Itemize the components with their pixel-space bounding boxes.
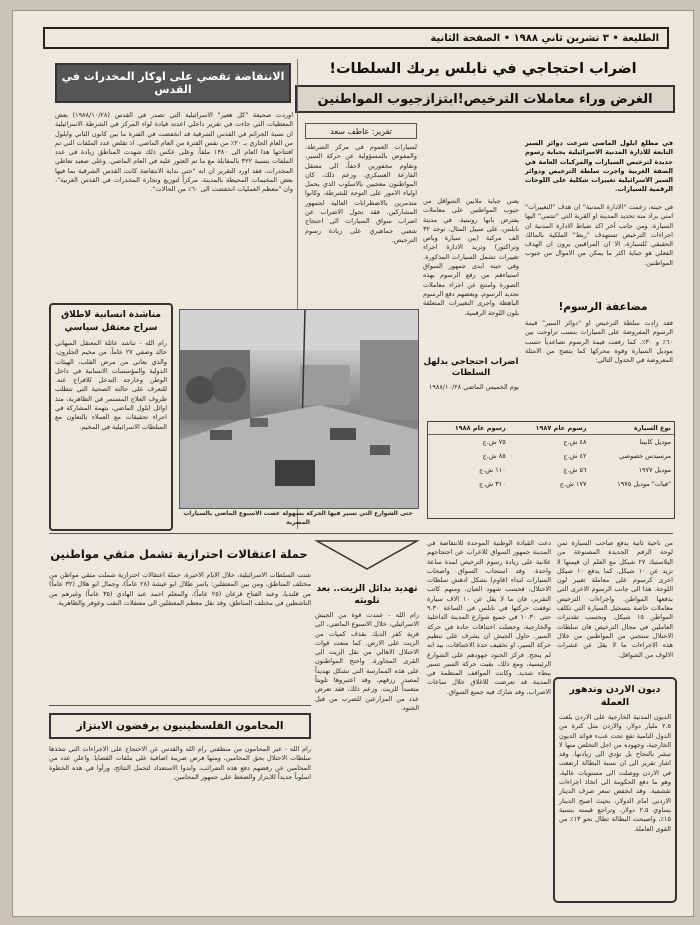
main-col-left: لسيارات العموم في مركز الشرطة، والمفوض بالمسؤولية عن حركة السير، وتقاوم مخفورين لاحقاً، الى معتقل الفارعة العسكري. وزعم ذلك، كان المواطنون معجبين بالاسلوب الذي يحمل اولياء الامور على التوجه للشرطة، وكانوا متذمرين بالاضطرابات العالية لجمهور المشاركين. فقد تحول الاضراب عن اضراب سواق السيارات الى احتجاج شعبي جماهيري على زيادة رسوم الترخيص. bbox=[305, 143, 417, 244]
intifada-title-box bbox=[55, 63, 291, 103]
mid-bottom-body: دعت القيادة الوطنية الموحدة للانتفاضة في المدينة جمهور السواق للاعراب عن احتجاجهم علانية على زيادة رسوم الترخيص لمدة ساعة واحدة. وقد استجاب السواق واصحاب السيارات لنداء (قاوم) بشكل ادهش سلطات الاحتلال، فحسب شهود العيان، ومنهم كاتب التقرير، فان ما لا يقل عن ١٠ الاف سيارة توقفت حركتها في نابلس في الساعة ٩.٣٠ حتى ١٠.٣٠ في جميع شوارع المدينة الداخلية والخارجية، وحصلت اختناقات حادة في حركة السير. حاول الجيش ان يشرف على تنظيم حركة السير، او تخفيف حدة الاختناقات، بيد انه لم ينجح. فركز الجنود جهودهم على الشوارع الرئيسية، ومع ذلك، بقيت حركة السير تسير ببطء شديد. وكانت المواقف المنظمة في المدينة قد تعرضت للاغلاق خلال ساعات الاضراب، وقد شارك فيه جميع السواق. bbox=[427, 539, 551, 696]
jordan-box bbox=[553, 677, 677, 903]
fees-table bbox=[428, 422, 674, 491]
solidarity-box bbox=[49, 303, 173, 531]
table-cell: موديل كابيتا bbox=[639, 438, 671, 446]
strike-box-title: اضراب احتجاجي بدلهل السلطات bbox=[423, 357, 519, 378]
jordan-title: ديون الاردن وتدهور العملة bbox=[569, 684, 661, 708]
table-cell: موديل ١٩٧٧ bbox=[638, 466, 671, 474]
intifada-body: اوردت صحيفة "كل هعير" الاسرائيلية التي تصدر في القدس (١٩٨٨/١٠/٢٨) بعض المعطيات التي جاءت في تقرير داخلي اعدته قيادة لواء المركز في الشرطة الاسرائيلية ان نسبة الجرائم في القدس الشرقية قد انخفضت في الفترة ما بين كانون الثاني وايلول من العام الجاري بـ ٢٠٪ من نفس الفترة من العام الماضي. اذ تقلص عدد الملفات التي تم افتتاحها هذا العام الى ١٣٨٠ ملفاً. وعلى عكس ذلك شهدت المناطق زيادة في عدد الملفات بنسبة ٣٢٢ بالمقابلة مع ما تم العثور عليه في العام الماضي. وعلى صعيد تعاطي المخدرات، فقد اورد التقرير ان انه "حتى بداية الانتفاضة كانت القدس الشرقية بما فيها بعض المخيمات المحيطة بالمدينة، مركزاً لتوزيع وتجارة المخدرات في القدس الغربية"، وان "معظم العمليات انخفضت الى ٦٠٪ من الحالات". bbox=[55, 111, 294, 194]
main-lead: في مطلع ايلول الماضي شرعت دوائر السير التابعة للادارة المدنية الاسرائيلية بجباية رسوم جديدة لترخيص السيارات والمركبات العامة في الضفة الغربية واجرت سلطة الترخيص ودوائر السير الاسرائيلية تغييرات شكلية على اللوحات الرقمية للسيارات. bbox=[525, 139, 673, 194]
lawyers-body: رام الله - عبر المحامون من منطقتي رام الله والقدس عن الاحتجاج على الاجراءات التي تتخذها سلطات الاحتلال بحق المحامين، ومنها فرض ضريبة اضافية على ملفات القضايا. واعلن عدد من المحامين عن رفضهم دفع هذه الضرائب، وابدوا الاستعداد لتحمل النتائج، ورأوا في هذه الخطوة اسلوباً جديداً للابتزاز والضغط على جمهور المحامين. bbox=[49, 745, 311, 781]
lawyers-title-box bbox=[49, 713, 311, 739]
table-cell: ٨٥ ش.ج bbox=[482, 452, 506, 460]
photo-caption: حتى الشوارع التي تسير فيها الحركة بسهولة غصت الاسبوع الماضي بالسيارات المصرية bbox=[183, 510, 413, 527]
masthead-text: الطليعة • ٣ تشرين ثاني ١٩٨٨ • الصفحة الثانية bbox=[430, 32, 659, 44]
table-header: رسوم عام ١٩٨٨ bbox=[428, 422, 509, 435]
main-banner: الغرض وراء معاملات الترخيص!ابتزازجيوب المواطنين bbox=[317, 91, 653, 107]
jordan-body: الديون المدنية الخارجية على الاردن بلغت ٢.٥ مليار دولار، والاردن مثل كثرة من الدول النامية تقع تحت عبء فوائد الديون الخارجية، وجهوده من اجل التخلص منها لا تبشر بالنجاح بل تؤدي الى زيادتها. وقد اشار تقرير الى ان نسبة البطالة ارتفعت في الاردن ووصلت الى مستويات عالية، وهو ما دفع الحكومة الى اتخاذ اجراءات تقشفية. وقد انخفض سعر صرف الدينار الاردني امام الدولار، بحيث اصبح الدينار يساوي ٢.٥ دولار، وتراجع قيمته بنسبة ١٥٪، واصبحت البطالة تطال نحو ١٣٪ من القوى العاملة. bbox=[559, 713, 671, 833]
solidarity-body: رام الله - تناشد عائلة المعتقل الميهاني خالد وصفي ٢٧ عاماً، من مخيم الجلزون، والذي يعاني من مرض القلب، الهيئات الدولية والمؤسسات الانسانية في داخل الوطن وخارجه التدخل للافراج عنه. للتعرف على حالته الصحية التي تتطلب ظروف العلاج المستمر في الظاهرية، منذ اوائل ايلول الماضي، بتهمة المشاركة في اجراء تحقيقات مع العملاء بالتعاون مع السلطات الاسرائيلية في المخيم. bbox=[55, 339, 167, 431]
newspaper-page bbox=[12, 10, 694, 917]
strike-box-date: يوم الخميس الماضي ١٩٨٨/١٠/٢٨ bbox=[428, 383, 519, 391]
arrests-title: حملة اعتقالات احترازية تشمل مثقي مواطنين bbox=[50, 547, 308, 561]
table-row bbox=[428, 449, 674, 463]
table-row bbox=[428, 463, 674, 477]
section-rule bbox=[49, 705, 311, 706]
masthead-bar bbox=[43, 27, 669, 49]
section-rule bbox=[49, 533, 673, 534]
table-header: نوع السيارة bbox=[589, 422, 674, 435]
main-col-mid: يعني جباية ملايين الشواقل من جيوب المواطنين على معاملات يفترض بانها روتينية. في مدينة نابلس، على سبيل المثال، توجد ٣٢ الف مركبة (بين سيارة وباص وتراكتور) وتريد الادارة اجراء تغييرات تشمل السيارات المذكورة. وفي حينه ابدى جمهور السواق استياءهم من رفع الرسوم بهذه الصورة وامتنع عن اجراء معاملات تجديد الرسوم، وبعضهم دفع الرسوم الباهظة واجرى التغييرات المتعلقة بلون اللوحة الرقمية. bbox=[423, 197, 519, 317]
main-banner-box bbox=[295, 85, 675, 113]
main-col-right: في حينه، زعمت "الادارة المدنية" ان هدف "التغييرات" امني يراد منه تحديد المدينة او القرية التي "تنتمي" اليها السيارة. ومن جانب آخر اكد ضباط الادارة المدنية ان اجراءات الترخيص تستهدف "ربط" الملكية بالمالك الحقيقي للسيارة، الا ان المراقبين يرون ان الهدف الفعلي هو جباية اكثر ما يمكن من الاموال من جيوب المواطنين. bbox=[525, 203, 673, 267]
table-cell: ٤٢ ش.ج bbox=[563, 452, 587, 460]
table-cell: ٥٦ ش.ج bbox=[563, 466, 587, 474]
street-photo-drawing bbox=[180, 310, 418, 508]
main-kicker: اضراب احتجاجي في نابلس يربك السلطات! bbox=[329, 61, 637, 77]
fees-table-box bbox=[427, 421, 675, 519]
byline: تقرير: عاطف سعد bbox=[330, 126, 392, 136]
main-col-right-2: فقد زادت سلطة الترخيص او "دوائر السير" قيمة الرسوم المفروضة على السيارات بنسب تراوحت بين ٦٠٪ و ٣٠٪. كما رفعت قيمة الرسوم تصاعدياً حسب موديل السيارة وقوة محركها كما يتضح من الامثلة المعروضة في الجدول التالي: bbox=[525, 319, 673, 365]
table-cell: مرسيدس خصوصي bbox=[619, 452, 671, 460]
table-cell: ١٧٧ ش.ج bbox=[559, 480, 587, 488]
lawyers-title: المحامون الفلسطينيون يرفضون الابتزاز bbox=[76, 720, 284, 732]
solidarity-title: مناشدة انسانية لاطلاق سراح معتقل سياسي bbox=[61, 310, 161, 333]
table-cell: ٤٨ ش.ج bbox=[563, 438, 587, 446]
table-header: رسوم عام ١٩٨٧ bbox=[509, 422, 590, 435]
subhead-fees: مضاعفة الرسوم! bbox=[558, 301, 648, 313]
table-row bbox=[428, 435, 674, 450]
table-row bbox=[428, 477, 674, 491]
right-bottom-body: من ناحية ثانية يدفع صاحب السيارة ثمن لوحة الرقم الجديدة المصنوعة من البلاستيك ٢٧ شيكل مع العلم ان قيمتها لا تزيد عن ١٠ شيكل. كما يدفع ١٠ شيكل اخرى كرسوم على معاملة تغيير لون اللوحة. هذا الى جانب الرسوم الاخرى التي يدفعها المواطن. واجراءات الترخيص معاملات خاصة بتسجيل السيارة التي تكلف المواطن ١٥ شيكل. وبحسب تقديرات العاملين في مجال الترخيص فان سلطات الاحتلال ستجبي من المواطنين من خلال هذه الاجراءات ما لا يقل عن عشرات الالوف من الشواقل. bbox=[557, 539, 674, 659]
byline-box bbox=[305, 123, 417, 139]
intifada-title: الانتفاضة تقضي على اوكار المخدرات في القدس bbox=[61, 70, 285, 96]
oil-arrow bbox=[317, 541, 417, 571]
oil-body: رام الله - عمدت قوة من الجيش الاسرائيلي، خلال الاسبوع الماضي، الى قرية كفر الديك بقذف كميات من الزيت على الارض. كما منعت قوات الاحتلال الاهالي من نقل الزيت الى القرى المجاورة. واحتج المواطنون على هذه الممارسة التي تشكل تهديداً لمصدر رزقهم، وقد اعتبروها تلويثاً متعمداً للزيت. وزعم ذلك، فقد تعرض عدد من المزارعين للضرب من قبل الجنود. bbox=[315, 611, 419, 712]
table-cell: ٧٥ ش.ج bbox=[482, 438, 506, 446]
table-cell: ٣١٠ ش.ج bbox=[479, 480, 506, 488]
street-photo bbox=[179, 309, 419, 509]
table-cell: ١١٠ ش.ج bbox=[479, 466, 506, 474]
table-cell: "فيات" موديل ١٩٧٥ bbox=[617, 480, 671, 488]
arrests-body: شنت السلطات الاسرائيلية، خلال الايام الاخيرة، حملة اعتقالات احترازية شملت مثقي مواطن من مختلف المناطق، ومن بين المعتقلين: ياسر طلال ابو عيشة (٢٨ عاماً)، وجمال ابو هلال (٣٢ عاماً) من قلنديا، وعبد الفتاح قرعان (٢٥ عاماً)، والمعلم احمد عبد الهادي (٣٥ عاماً) وغيرهم من الناشطين في مختلف المناطق، وقد نقل معظم المعتقلين الى معتقلات النقب وعوفر والظاهرية. bbox=[49, 571, 311, 607]
oil-title: تهديد بدائل الزيت.. بعد تلويثه bbox=[316, 584, 418, 606]
